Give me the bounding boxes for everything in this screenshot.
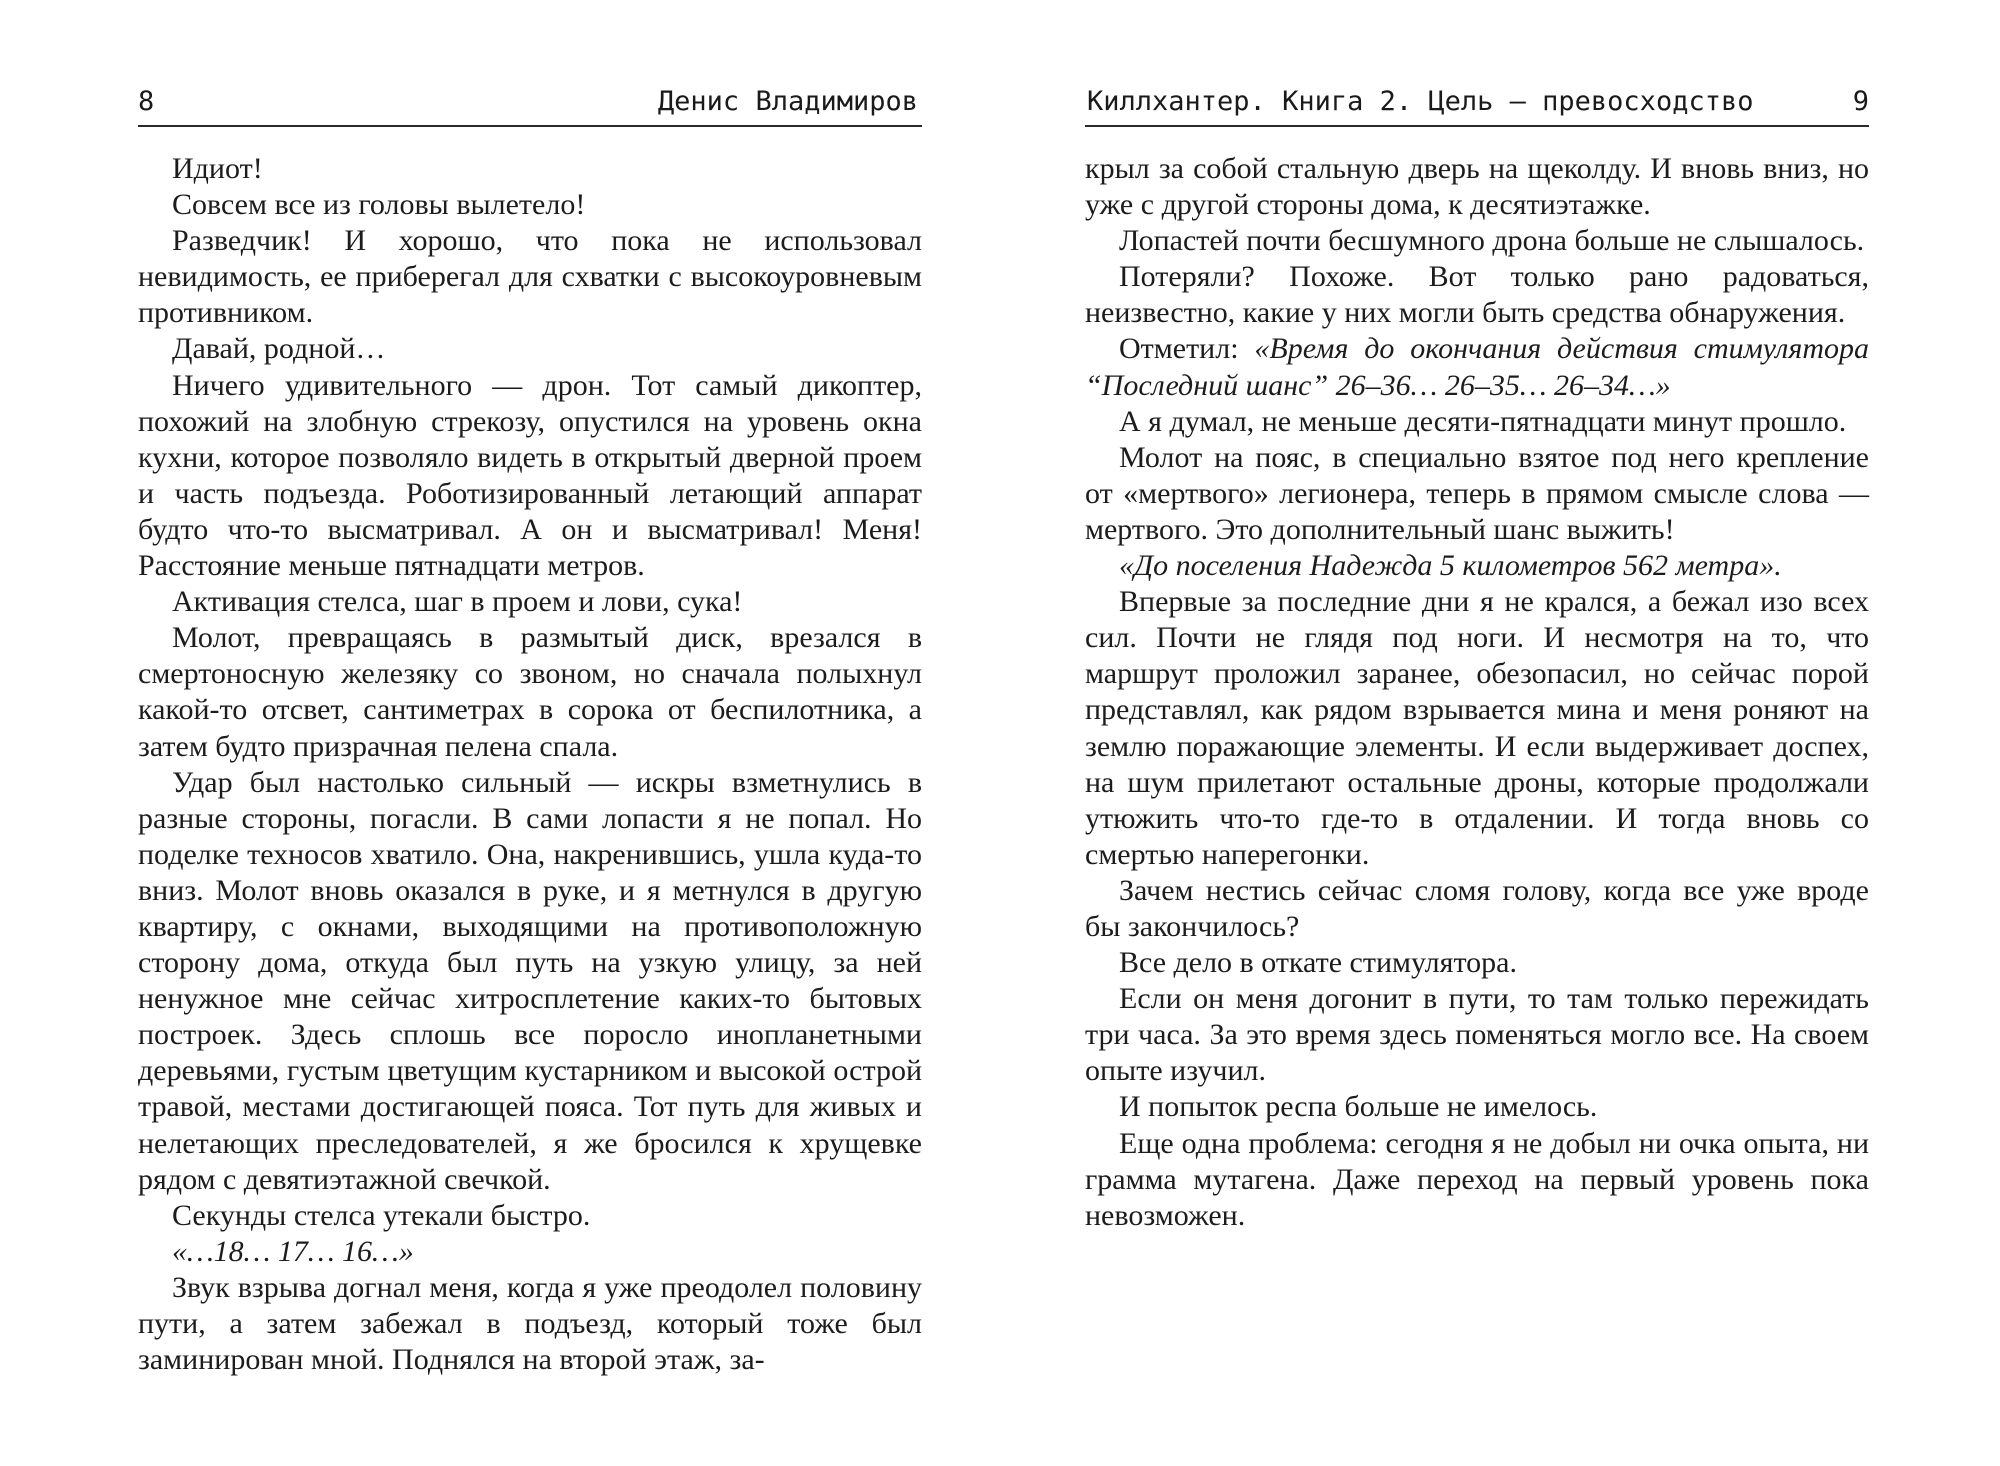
paragraph bbox=[1085, 548, 1869, 584]
paragraph bbox=[1085, 584, 1869, 873]
right-header-rule bbox=[1085, 125, 1869, 127]
paragraph-text: Молот, превращаясь в размытый диск, врезался в смертоносную железяку со звоном, но сначала полыхнул какой-то отсвет, сантиметрах в сорока от беспилотника, а затем будто призрачная пелена спала. bbox=[138, 621, 922, 763]
left-page-number: 8 bbox=[138, 86, 155, 117]
paragraph bbox=[138, 1198, 922, 1234]
left-header-rule bbox=[138, 125, 922, 127]
paragraph bbox=[138, 331, 922, 367]
paragraph-text: Отметил: bbox=[1119, 332, 1255, 366]
paragraph-italic-text: «До поселения Надежда 5 километров 562 метра». bbox=[1119, 549, 1782, 583]
paragraph-text: А я думал, не меньше десяти-пятнадцати минут прошло. bbox=[1119, 404, 1847, 438]
paragraph-text: Все дело в откате стимулятора. bbox=[1119, 946, 1517, 980]
paragraph-text: Впервые за последние дни я не крался, а бежал изо всех сил. Почти не глядя под ноги. И несмотря на то, что маршрут проложил заранее, обезопасил, но сейчас порой представлял, как рядом взрывается мина и меня роняют на землю поражающие элементы. И если выдерживает доспех, на шум прилетают остальные дроны, которые продолжали утюжить что-то где-то в отдалении. И тогда вновь со смертью наперегонки. bbox=[1085, 585, 1869, 871]
paragraph bbox=[1085, 331, 1869, 403]
right-page-number: 9 bbox=[1852, 86, 1869, 117]
left-running-head-author: Денис Владимиров bbox=[657, 86, 918, 117]
paragraph-text: Лопастей почти бесшумного дрона больше не слышалось. bbox=[1119, 224, 1865, 258]
paragraph bbox=[1085, 259, 1869, 331]
right-running-head-title: Киллхантер. Книга 2. Цель — превосходство bbox=[1087, 86, 1754, 117]
paragraph bbox=[138, 584, 922, 620]
paragraph bbox=[138, 765, 922, 1198]
paragraph-italic-quote: «Время до окончания действия стимулятора “Последний шанс” 26–36… 26–35… 26–34…» bbox=[1085, 332, 1869, 402]
paragraph bbox=[138, 1234, 922, 1270]
paragraph-text: Если он меня догонит в пути, то там только пережидать три часа. За это время здесь поменяться могло все. На своем опыте изучил. bbox=[1085, 982, 1869, 1088]
paragraph-text: Разведчик! И хорошо, что пока не использовал невидимость, ее приберегал для схватки с высокоуровневым противником. bbox=[138, 224, 922, 330]
paragraph-text: Активация стелса, шаг в проем и лови, сука! bbox=[172, 585, 743, 619]
paragraph bbox=[1085, 1089, 1869, 1125]
paragraph-text: Звук взрыва догнал меня, когда я уже преодолел половину пути, а затем забежал в подъезд, который тоже был заминирован мной. Поднялся на второй этаж, за- bbox=[138, 1270, 922, 1377]
paragraph-text: Ничего удивительного — дрон. Тот самый дикоптер, похожий на злобную стрекозу, опустился на уровень окна кухни, которое позволяло видеть в открытый дверной проем и часть подъезда. Роботизированный летающий аппарат будто что-то высматривал. А он и высматривал! Меня! Расстояние меньше пятнадцати метров. bbox=[138, 368, 922, 583]
paragraph bbox=[138, 151, 922, 187]
paragraph bbox=[138, 620, 922, 764]
paragraph bbox=[1085, 151, 1869, 223]
right-running-head bbox=[1085, 82, 1869, 122]
paragraph bbox=[138, 187, 922, 223]
paragraph bbox=[138, 1270, 922, 1378]
right-page bbox=[1085, 0, 1869, 1466]
paragraph bbox=[1085, 945, 1869, 981]
paragraph bbox=[1085, 873, 1869, 945]
paragraph-text: Совсем все из головы вылетело! bbox=[172, 188, 586, 222]
paragraph bbox=[1085, 981, 1869, 1089]
paragraph-text: Еще одна проблема: сегодня я не добыл ни очка опыта, ни грамма мутагена. Даже переход на первый уровень пока невозможен. bbox=[1085, 1126, 1869, 1232]
paragraph bbox=[1085, 223, 1869, 259]
paragraph-text: Зачем нестись сейчас сломя голову, когда все уже вроде бы закончилось? bbox=[1085, 873, 1869, 943]
paragraph-text: Потеряли? Похоже. Вот только рано радоваться, неизвестно, какие у них могли быть средства обнаружения. bbox=[1085, 260, 1869, 330]
left-page bbox=[138, 0, 922, 1466]
paragraph-italic-text: «…18… 17… 16…» bbox=[172, 1234, 414, 1268]
paragraph bbox=[138, 223, 922, 331]
paragraph bbox=[138, 368, 922, 585]
paragraph-text: Удар был настолько сильный — искры взметнулись в разные стороны, погасли. В сами лопасти я не попал. Но поделке техносов хватило. Она, накренившись, ушла куда-то вниз. Молот вновь оказался в руке, и я метнулся в другую квартиру, с окнами, выходящими на противоположную сторону дома, откуда был путь на узкую улицу, за ней ненужное мне сейчас хитросплетение каких-то бытовых построек. Здесь сплошь все поросло инопланетными деревьями, густым цветущим кустарником и высокой острой травой, местами достигающей пояса. Тот путь для живых и нелетающих преследователей, я же бросился к хрущевке рядом с девятиэтажной свечкой. bbox=[138, 765, 922, 1196]
paragraph-text: крыл за собой стальную дверь на щеколду. И вновь вниз, но уже с другой стороны дома, к десятиэтажке. bbox=[1085, 152, 1869, 222]
paragraph bbox=[1085, 1126, 1869, 1234]
paragraph bbox=[1085, 440, 1869, 548]
right-page-body bbox=[1085, 151, 1869, 1234]
left-page-body bbox=[138, 151, 922, 1378]
paragraph bbox=[1085, 404, 1869, 440]
left-running-head bbox=[138, 82, 922, 122]
paragraph-text: Идиот! bbox=[172, 152, 263, 185]
paragraph-text: Секунды стелса утекали быстро. bbox=[172, 1198, 591, 1232]
paragraph-text: Молот на пояс, в специально взятое под него крепление от «мертвого» легионера, теперь в прямом смысле слова — мертвого. Это дополнительный шанс выжить! bbox=[1085, 440, 1869, 546]
paragraph-text: И попыток респа больше не имелось. bbox=[1119, 1090, 1598, 1124]
paragraph-text: Давай, родной… bbox=[172, 332, 386, 366]
